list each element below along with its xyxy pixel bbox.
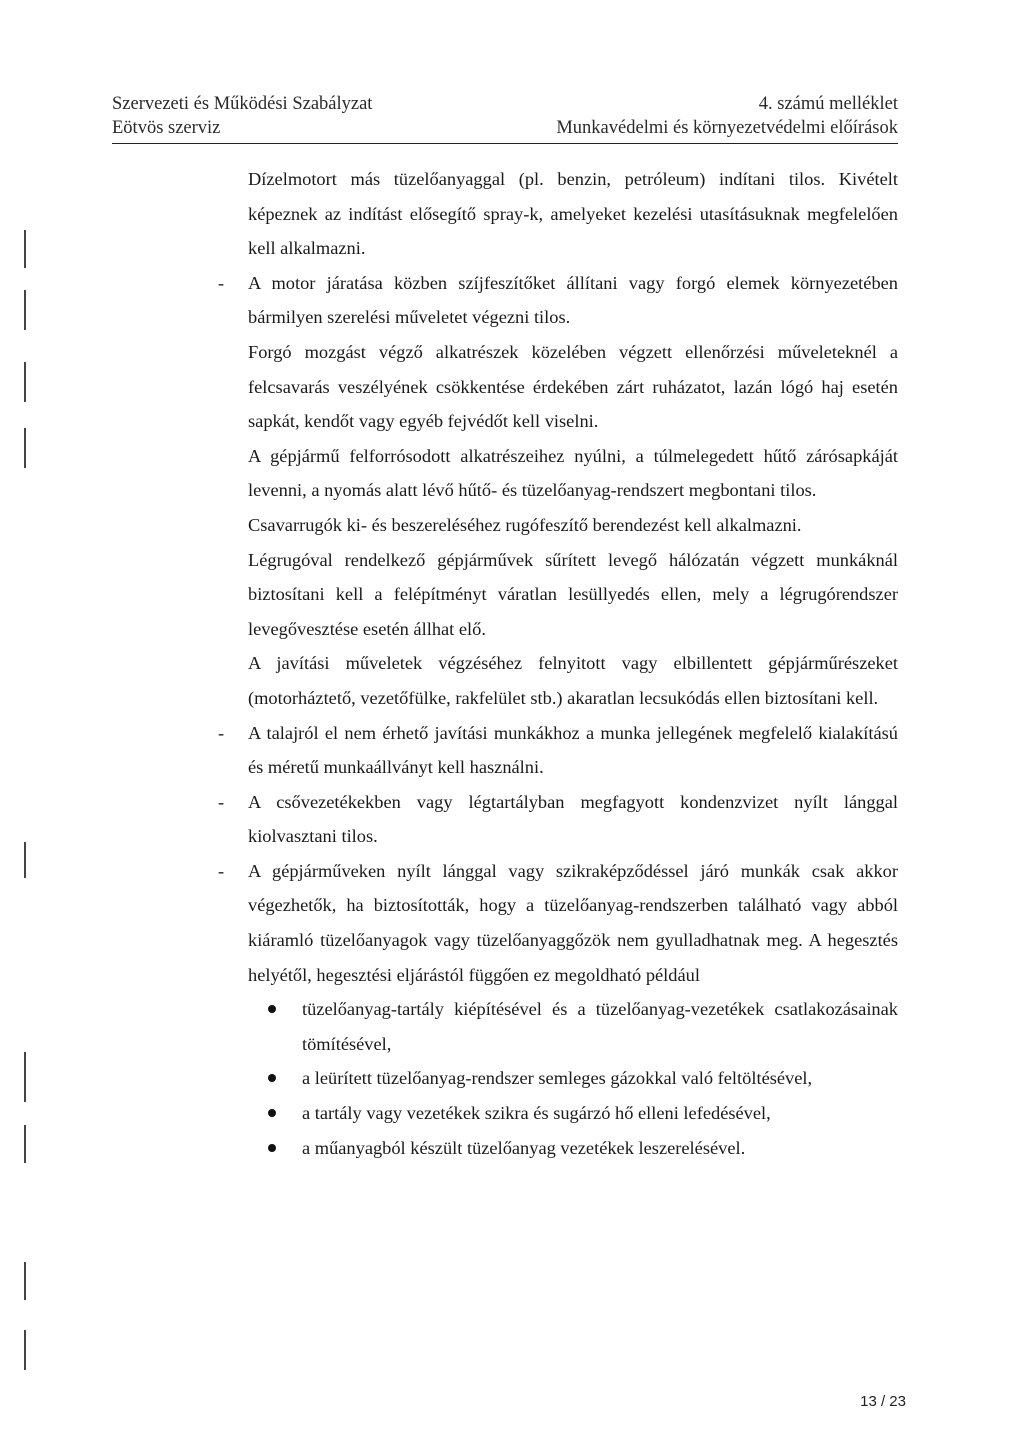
appendix-title: Munkavédelmi és környezetvédelmi előírások <box>556 118 898 138</box>
bullet-dot-icon <box>268 1144 276 1152</box>
dash-item-text: A gépjárműveken nyílt lánggal vagy szikraképződéssel járó munkák csak akkor végezhetők, ha biztosították, hogy a tüzelőanyag-rendszerben található vagy abból kiáramló tüzelőanyagok vagy tüzelőanyaggőzök nem gyulladhatnak meg. A hegesztés helyétől, hegesztési eljárástól függően ez megoldható például <box>248 860 898 985</box>
bullet-item <box>248 1096 898 1131</box>
margin-change-bar <box>24 230 26 268</box>
dash-marker: - <box>218 722 225 743</box>
dash-marker: - <box>218 272 225 293</box>
paragraph: A gépjármű felforrósodott alkatrészeihez nyúlni, a túlmelegedett hűtő zárósapkáját levenni, a nyomás alatt lévő hűtő- és tüzelőanyag-rendszert megbontani tilos. <box>248 445 898 501</box>
paragraph: Forgó mozgást végző alkatrészek közelében végzett ellenőrzési műveleteknél a felcsavarás veszélyének csökkentése érdekében zárt ruházatot, lazán lógó haj esetén sapkát, kendőt vagy egyéb fejvédőt kell viselni. <box>248 341 898 432</box>
bullet-list <box>248 992 898 1165</box>
paragraph: A javítási műveletek végzéséhez felnyitott vagy elbillentett gépjárműrészeket (motorháztető, vezetőfülke, rakfelület stb.) akaratlan lecsukódás ellen biztosítani kell. <box>248 653 898 708</box>
paragraph: Dízelmotort más tüzelőanyaggal (pl. benzin, petróleum) indítani tilos. Kivételt képeznek az indítást elősegítő spray-k, amelyeket kezelési utasításuknak megfelelően kell alkalmazni. <box>248 169 898 259</box>
margin-change-bar <box>24 362 26 402</box>
margin-change-bar <box>24 1262 26 1300</box>
bullet-text: a leürített tüzelőanyag-rendszer semleges gázokkal való feltöltésével, <box>302 1068 813 1089</box>
bullet-dot-icon <box>268 1109 276 1117</box>
margin-change-bar <box>24 290 26 330</box>
paragraph: Légrugóval rendelkező gépjárművek sűrített levegő hálózatán végzett munkáknál biztosítani kell a felépítményt váratlan lesüllyedés ellen, mely a légrugórendszer levegővesztése esetén állhat elő. <box>248 549 898 639</box>
dash-list-item <box>218 785 898 854</box>
bullet-text: a tartály vagy vezetékek szikra és sugárzó hő elleni lefedésével, <box>302 1103 771 1124</box>
bullet-item <box>248 992 898 1061</box>
dash-list-item <box>218 266 898 335</box>
margin-change-bar <box>24 1125 26 1163</box>
document-title: Szervezeti és Működési Szabályzat <box>112 94 373 114</box>
margin-change-bar <box>24 842 26 878</box>
header-divider <box>112 143 898 144</box>
bullet-text: a műanyagból készült tüzelőanyag vezetékek leszerelésével. <box>302 1137 746 1158</box>
bullet-item <box>248 1131 898 1166</box>
paragraph: Csavarrugók ki- és beszereléséhez rugófeszítő berendezést kell alkalmazni. <box>248 514 802 535</box>
dash-list-item <box>218 716 898 785</box>
appendix-number: 4. számú melléklet <box>758 94 898 114</box>
dash-item-text: A motor járatása közben szíjfeszítőket állítani vagy forgó elemek környezetében bármilyen szerelési műveletet végezni tilos. <box>248 272 898 328</box>
dash-list-item <box>218 854 898 992</box>
document-body <box>218 162 898 1165</box>
margin-change-bar <box>24 428 26 468</box>
page-header <box>112 92 898 140</box>
bullet-dot-icon <box>268 1005 276 1013</box>
page-number: 13 / 23 <box>860 1393 906 1410</box>
margin-change-bar <box>24 1052 26 1102</box>
bullet-dot-icon <box>268 1074 276 1082</box>
dash-marker: - <box>218 860 225 881</box>
margin-change-bar <box>24 1330 26 1370</box>
dash-item-text: A csővezetékekben vagy légtartályban megfagyott kondenzvizet nyílt lánggal kiolvasztani tilos. <box>248 791 898 847</box>
organization-name: Eötvös szerviz <box>112 118 221 138</box>
bullet-text: tüzelőanyag-tartály kiépítésével és a tüzelőanyag-vezetékek csatlakozásainak tömítésével, <box>302 999 898 1054</box>
bullet-item <box>248 1061 898 1096</box>
dash-marker: - <box>218 791 225 812</box>
dash-item-text: A talajról el nem érhető javítási munkákhoz a munka jellegének megfelelő kialakítású és méretű munkaállványt kell használni. <box>248 722 898 778</box>
